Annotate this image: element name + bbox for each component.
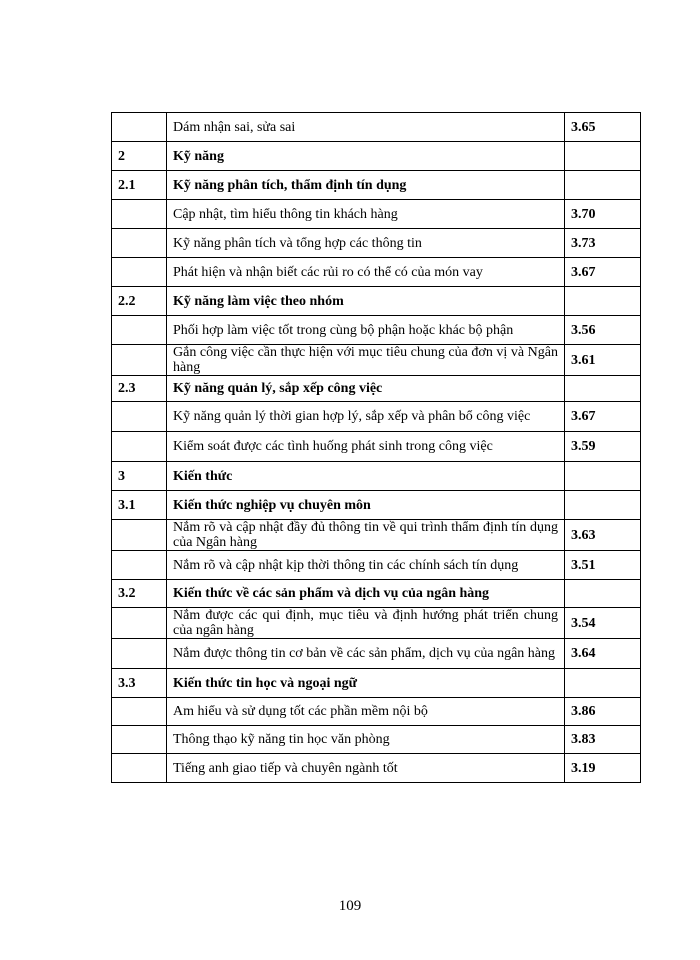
table-row bbox=[112, 345, 641, 376]
row-score bbox=[565, 142, 641, 171]
row-label: Kiểm soát được các tình huống phát sinh trong công việc bbox=[167, 432, 565, 462]
table-row bbox=[112, 287, 641, 316]
row-label: Thông thạo kỹ năng tin học văn phòng bbox=[167, 726, 565, 754]
row-number bbox=[112, 345, 167, 376]
row-number: 2.2 bbox=[112, 287, 167, 316]
table-row bbox=[112, 200, 641, 229]
row-label: Kiến thức bbox=[167, 462, 565, 491]
row-label: Kiến thức nghiệp vụ chuyên môn bbox=[167, 491, 565, 520]
row-score: 3.61 bbox=[565, 345, 641, 376]
row-score: 3.83 bbox=[565, 726, 641, 754]
table-row bbox=[112, 462, 641, 491]
row-score: 3.19 bbox=[565, 754, 641, 783]
row-number bbox=[112, 316, 167, 345]
row-number bbox=[112, 200, 167, 229]
table-row bbox=[112, 316, 641, 345]
row-score: 3.73 bbox=[565, 229, 641, 258]
row-number: 3 bbox=[112, 462, 167, 491]
row-score bbox=[565, 462, 641, 491]
row-score: 3.64 bbox=[565, 639, 641, 669]
row-score: 3.70 bbox=[565, 200, 641, 229]
row-label: Nắm rõ và cập nhật kịp thời thông tin các chính sách tín dụng bbox=[167, 551, 565, 580]
row-label: Cập nhật, tìm hiểu thông tin khách hàng bbox=[167, 200, 565, 229]
row-number: 2.1 bbox=[112, 171, 167, 200]
row-score bbox=[565, 287, 641, 316]
row-label: Kiến thức tin học và ngoại ngữ bbox=[167, 669, 565, 698]
row-number bbox=[112, 229, 167, 258]
table-row bbox=[112, 551, 641, 580]
row-number bbox=[112, 639, 167, 669]
table-row bbox=[112, 258, 641, 287]
row-label: Tiếng anh giao tiếp và chuyên ngành tốt bbox=[167, 754, 565, 783]
table-row bbox=[112, 171, 641, 200]
row-score: 3.63 bbox=[565, 520, 641, 551]
row-label: Nắm được các qui định, mục tiêu và định hướng phát triển chung của ngân hàng bbox=[167, 608, 565, 639]
row-number: 2.3 bbox=[112, 376, 167, 402]
table-row bbox=[112, 608, 641, 639]
row-number bbox=[112, 520, 167, 551]
table-row bbox=[112, 113, 641, 142]
row-label: Nắm được thông tin cơ bản về các sản phẩm, dịch vụ của ngân hàng bbox=[167, 639, 565, 669]
row-label: Kỹ năng phân tích và tổng hợp các thông tin bbox=[167, 229, 565, 258]
row-number bbox=[112, 113, 167, 142]
table-row bbox=[112, 402, 641, 432]
table-row bbox=[112, 376, 641, 402]
table-row bbox=[112, 142, 641, 171]
row-score: 3.67 bbox=[565, 258, 641, 287]
row-label: Kỹ năng làm việc theo nhóm bbox=[167, 287, 565, 316]
row-number bbox=[112, 726, 167, 754]
row-score: 3.56 bbox=[565, 316, 641, 345]
row-label: Kỹ năng phân tích, thẩm định tín dụng bbox=[167, 171, 565, 200]
row-score: 3.54 bbox=[565, 608, 641, 639]
row-label: Kiến thức về các sản phẩm và dịch vụ của ngân hàng bbox=[167, 580, 565, 608]
row-score: 3.59 bbox=[565, 432, 641, 462]
page-number: 109 bbox=[338, 898, 362, 914]
row-number bbox=[112, 551, 167, 580]
row-number: 3.1 bbox=[112, 491, 167, 520]
row-score bbox=[565, 580, 641, 608]
row-label: Am hiểu và sử dụng tốt các phần mềm nội bộ bbox=[167, 698, 565, 726]
row-number: 3.3 bbox=[112, 669, 167, 698]
row-number: 3.2 bbox=[112, 580, 167, 608]
skills-assessment-table bbox=[111, 112, 641, 783]
row-score: 3.51 bbox=[565, 551, 641, 580]
row-score bbox=[565, 171, 641, 200]
row-label: Dám nhận sai, sửa sai bbox=[167, 113, 565, 142]
row-number bbox=[112, 258, 167, 287]
row-label: Kỹ năng quản lý thời gian hợp lý, sắp xếp và phân bổ công việc bbox=[167, 402, 565, 432]
row-label: Nắm rõ và cập nhật đầy đủ thông tin về qui trình thẩm định tín dụng của Ngân hàng bbox=[167, 520, 565, 551]
row-number bbox=[112, 432, 167, 462]
row-label: Gắn công việc cần thực hiện với mục tiêu chung của đơn vị và Ngân hàng bbox=[167, 345, 565, 376]
table-row bbox=[112, 754, 641, 783]
row-label: Kỹ năng bbox=[167, 142, 565, 171]
row-number bbox=[112, 402, 167, 432]
table-row bbox=[112, 669, 641, 698]
row-score: 3.65 bbox=[565, 113, 641, 142]
table-row bbox=[112, 639, 641, 669]
row-label: Kỹ năng quản lý, sắp xếp công việc bbox=[167, 376, 565, 402]
table-row bbox=[112, 520, 641, 551]
row-score: 3.86 bbox=[565, 698, 641, 726]
row-number bbox=[112, 754, 167, 783]
row-number: 2 bbox=[112, 142, 167, 171]
table-row bbox=[112, 698, 641, 726]
table-row bbox=[112, 580, 641, 608]
row-label: Phối hợp làm việc tốt trong cùng bộ phận hoặc khác bộ phận bbox=[167, 316, 565, 345]
row-number bbox=[112, 608, 167, 639]
row-score: 3.67 bbox=[565, 402, 641, 432]
row-score bbox=[565, 491, 641, 520]
table-row bbox=[112, 726, 641, 754]
row-score bbox=[565, 669, 641, 698]
row-score bbox=[565, 376, 641, 402]
row-label: Phát hiện và nhận biết các rủi ro có thể có của món vay bbox=[167, 258, 565, 287]
table-row bbox=[112, 229, 641, 258]
table-row bbox=[112, 491, 641, 520]
table-row bbox=[112, 432, 641, 462]
row-number bbox=[112, 698, 167, 726]
